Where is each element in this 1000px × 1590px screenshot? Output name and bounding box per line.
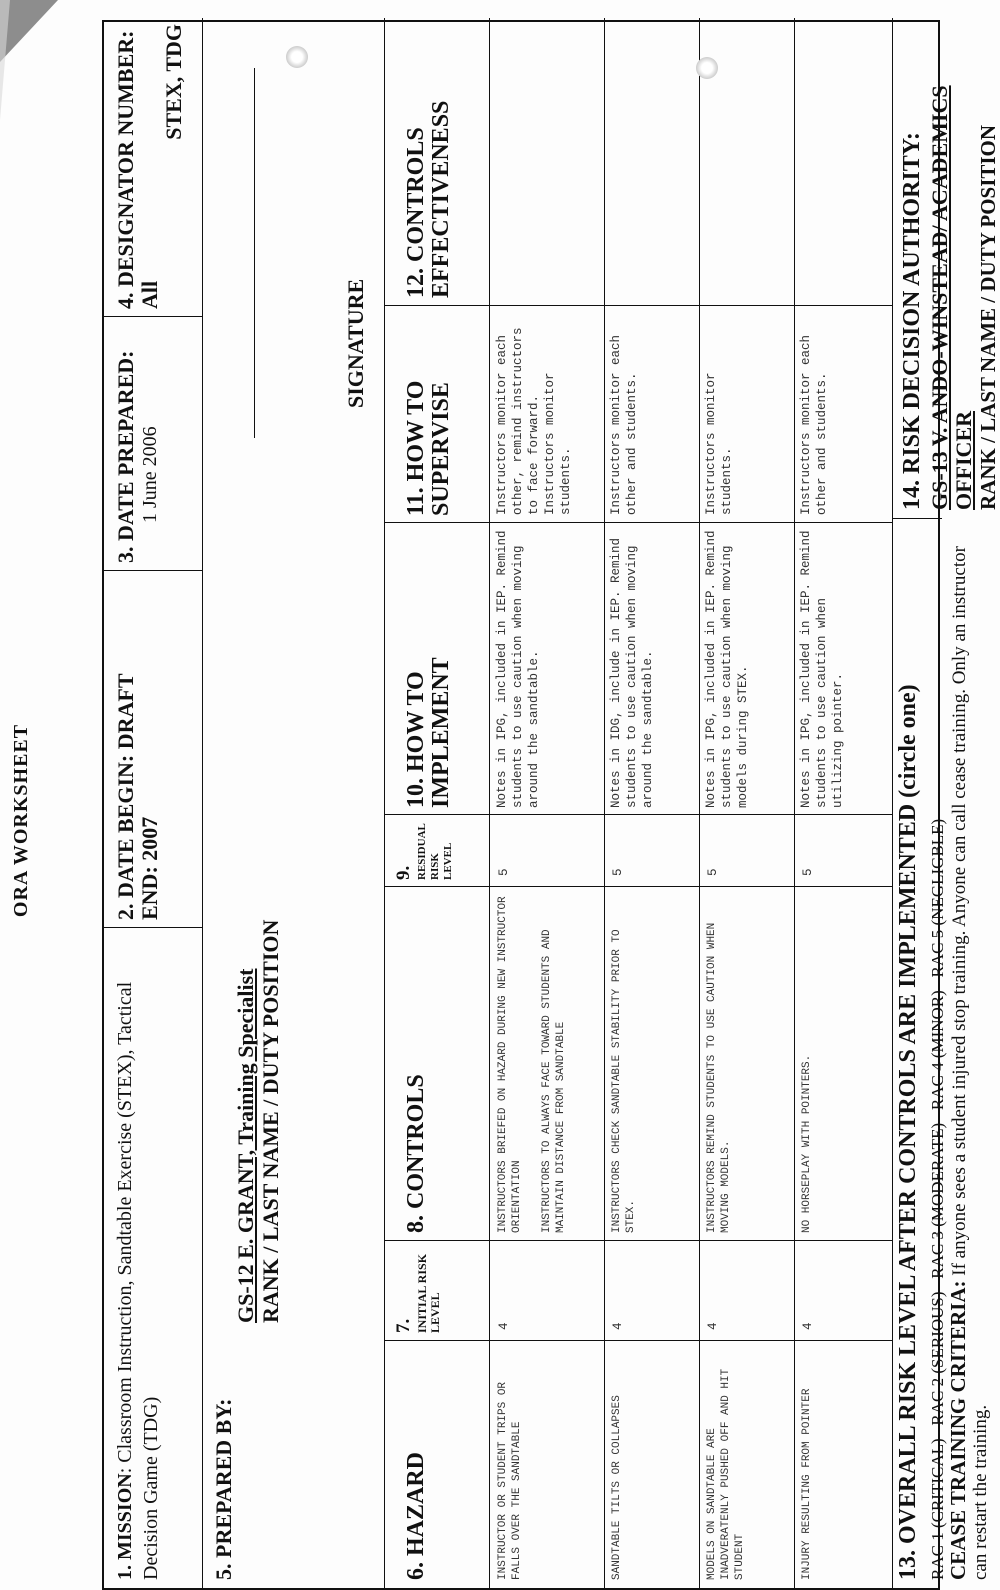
initial-risk-cell: 4 [706, 1322, 720, 1330]
initial-risk-cell: 4 [611, 1322, 625, 1330]
header-supervise: 11. HOW TO SUPERVISE [403, 380, 454, 516]
implement-cell: Notes in IDG, include in IEP. Remind students to use caution when moving around the sandtable. [609, 537, 655, 808]
page-corner-shadow [0, 0, 10, 120]
residual-risk-cell: 5 [706, 868, 720, 876]
worksheet-table [102, 20, 1000, 1590]
supervise-cell: Instructors monitor each other and students. [609, 334, 639, 515]
form-title: ORA WORKSHEET [10, 723, 33, 917]
header-hazard: 6. HAZARD [403, 1451, 429, 1580]
rule-row-1 [604, 18, 605, 1588]
rule-table-header-top [384, 18, 385, 1588]
rule-col-controls [384, 886, 892, 887]
hazard-cell: INJURY RESULTING FROM POINTER [801, 1388, 813, 1580]
rule-row-4 [892, 18, 893, 1588]
prepared-by-caption: RANK / LAST NAME / DUTY POSITION [258, 919, 283, 1323]
rule-col-residual [384, 814, 892, 815]
residual-risk-cell: 5 [497, 868, 511, 876]
decision-authority-caption: RANK / LAST NAME / DUTY POSITION [976, 124, 1000, 510]
rule-col-initial [384, 1240, 892, 1241]
overall-risk-label: 13. OVERALL RISK LEVEL AFTER CONTROLS ARE IMPLEMENTED (circle one) [895, 684, 921, 1580]
hazard-cell: MODELS ON SANDTABLE ARE INADVERATENLY PUSHED OFF AND HIT STUDENT [706, 1368, 746, 1580]
hazard-cell: INSTRUCTOR OR STUDENT TRIPS OR FALLS OVER THE SANDTABLE [497, 1381, 523, 1580]
decision-authority-name: GS-13 V. ANDO-WINSTEAD/ ACADEMICS OFFICER [927, 85, 976, 510]
rule-v-1 [104, 927, 202, 928]
header-initial: INITIAL RISK LEVEL [415, 1253, 442, 1333]
staple-hole [286, 46, 308, 68]
staple-hole [696, 57, 718, 79]
controls-cell: NO HORSEPLAY WITH POINTERS. [801, 1054, 813, 1233]
rule-row-2 [699, 18, 700, 1588]
rule-footer-split [892, 518, 942, 519]
date-prepared-field: 3. DATE PREPARED: 1 June 2006 [113, 350, 161, 563]
rule-col-implement [384, 522, 892, 523]
overall-risk-options: RAC 1 (CRITICAL) RAC 2 (SERIOUS) RAC 3 (MODERATE) RAC 4 (MINOR) RAC 5 (NEGLIGBLE) [928, 818, 947, 1580]
implement-cell: Notes in IPG, included in IEP. Remind students to use caution when moving models during STEX. [704, 530, 750, 808]
cease-training-criteria: CEASE TRAINING CRITERIA: If anyone sees a student injured stop training. Anyone can call cease training. Only an instructor can restart the training. [946, 546, 991, 1580]
signature-label: SIGNATURE [343, 278, 368, 408]
header-effectiveness: 12. CONTROLS EFFECTIVENESS [403, 100, 454, 298]
controls-cell: INSTRUCTORS CHECK SANDTABLE STABILITY PRIOR TO STEX. [611, 929, 637, 1233]
designator-field: 4. DESIGNATOR NUMBER: All STEX, TDG [113, 24, 186, 309]
prepared-by-name: GS-12 E. GRANT, Training Specialist [233, 968, 258, 1323]
implement-cell: Notes in IPG, included in IEP. Remind students to use caution when utilizing pointer. [799, 530, 845, 808]
mission-field: 1. MISSION: Classroom Instruction, Sandtable Exercise (STEX), Tactical Decision Game (TDG) [114, 981, 162, 1580]
supervise-cell: Instructors monitor each other and students. [799, 334, 829, 515]
rule-v-3 [104, 316, 202, 317]
rule-col-supervise [384, 305, 892, 306]
controls-cell [496, 893, 568, 1233]
header-controls: 8. CONTROLS [403, 1074, 429, 1233]
signature-line [254, 68, 255, 438]
header-residual: RESIDUAL RISK LEVEL [416, 823, 454, 880]
hazard-cell: SANDTABLE TILTS OR COLLAPSES [611, 1395, 623, 1580]
header-residual-number: 9. [393, 865, 414, 880]
rule-table-header-bottom [489, 18, 490, 1588]
supervise-cell: Instructors monitor students. [704, 372, 734, 515]
initial-risk-cell: 4 [801, 1322, 815, 1330]
controls-text-2: INSTRUCTORS TO ALWAYS FACE TOWARD STUDENTS AND MAINTAIN DISTANCE FROM SANDTABLE [541, 929, 567, 1233]
prepared-by-label: 5. PREPARED BY: [211, 1398, 236, 1580]
supervise-cell: Instructors monitor each other, remind instructors to face forward. Instructors monitor students. [495, 327, 573, 515]
rule-col-hazard [384, 1340, 892, 1341]
initial-risk-cell: 4 [497, 1322, 511, 1330]
rule-row-3 [794, 18, 795, 1588]
header-initial-number: 7. [393, 1318, 414, 1333]
date-begin-field: 2. DATE BEGIN: DRAFT END: 2007 [113, 673, 162, 920]
implement-cell: Notes in IPG, included in IEP. Remind students to use caution when moving around the sandtable. [495, 530, 541, 808]
rule-v-2 [104, 570, 202, 571]
residual-risk-cell: 5 [611, 868, 625, 876]
residual-risk-cell: 5 [801, 868, 815, 876]
header-implement: 10. HOW TO IMPLEMENT [403, 657, 454, 808]
decision-authority-label: 14. RISK DECISION AUTHORITY: [899, 132, 925, 510]
rule-header-bottom [202, 18, 203, 1588]
controls-cell: INSTRUCTORS REMIND STUDENTS TO USE CAUTION WHEN MOVING MODELS. [706, 922, 732, 1233]
controls-text: INSTRUCTORS BRIEFED ON HAZARD DURING NEW INSTRUCTOR ORIENTATION [497, 896, 523, 1233]
